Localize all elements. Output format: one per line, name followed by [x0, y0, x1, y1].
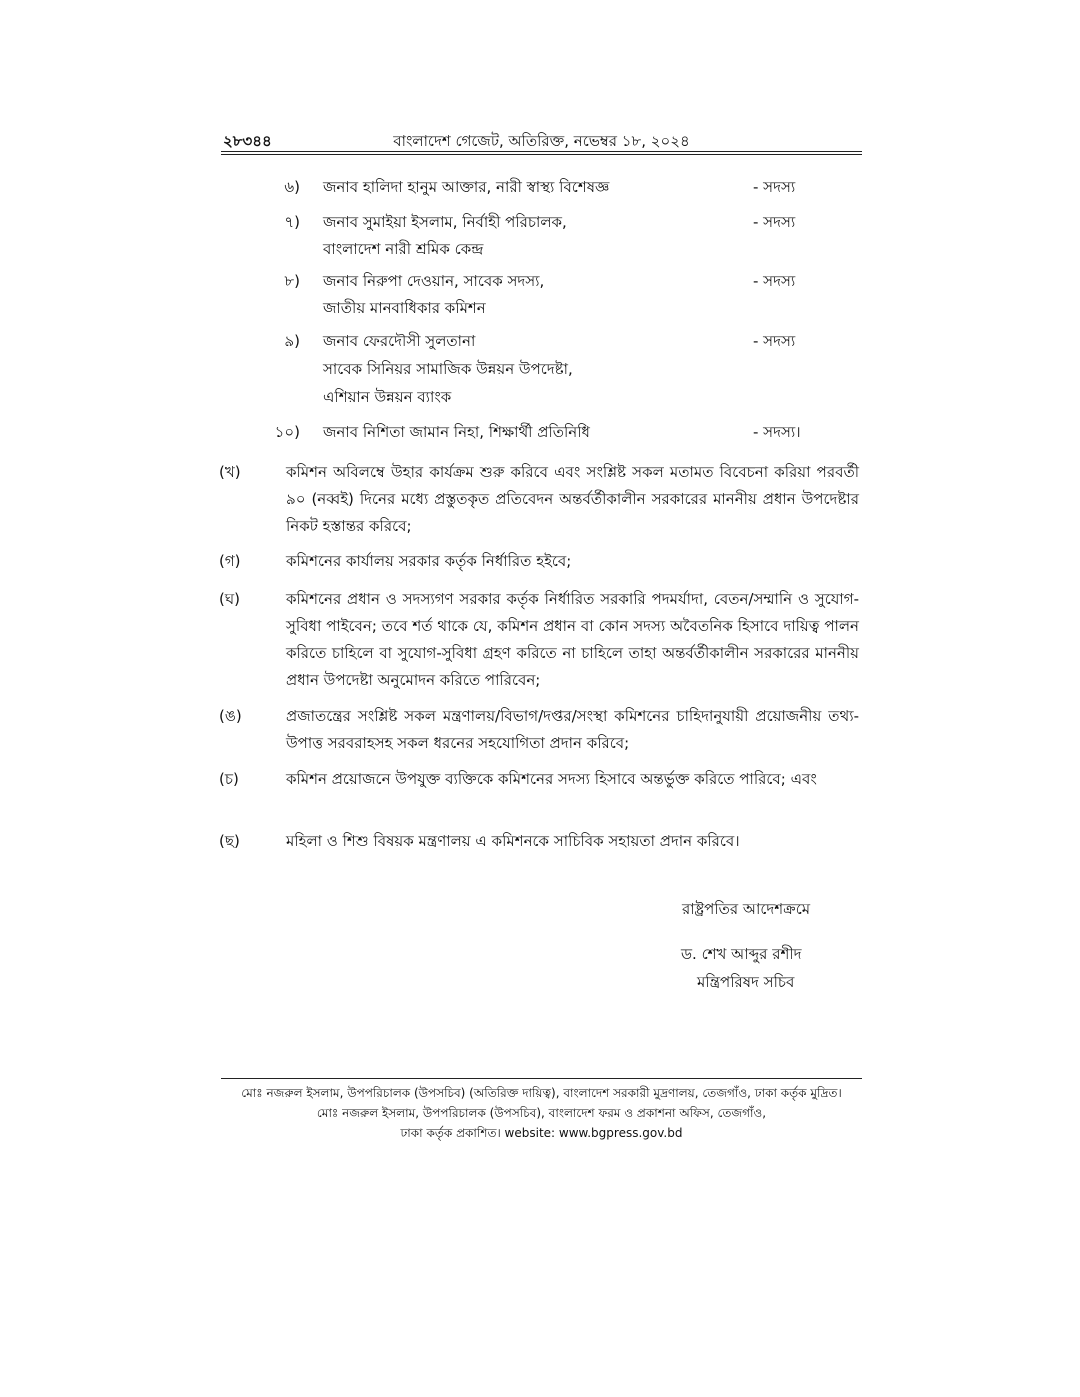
clause-text: কমিশনের প্রধান ও সদস্যগণ সরকার কর্তৃক নির্ধারিত সরকারি পদমর্যাদা, বেতন/সম্মানি ও সুযোগ-সুবিধা পাইবেন; তবে শর্ত থাকে যে, কমিশন প্রধান বা কোন সদস্য অবৈতনিক হিসাবে দায়িত্ব পালন করিতে চাহিলে বা সুযোগ-সুবিধা গ্রহণ করিতে না চাহিলে তাহা অন্তর্বর্তীকালীন সরকারের মাননীয় প্রধান উপদেষ্টা অনুমোদন করিতে পারিবেন; [286, 590, 859, 689]
member-line: জনাব হালিদা হানুম আক্তার, নারী স্বাস্থ্য বিশেষজ্ঞ [323, 178, 610, 196]
member-line: জনাব নিশিতা জামান নিহা, শিক্ষার্থী প্রতিনিধি [323, 423, 590, 441]
clause-label: (গ) [219, 552, 241, 570]
printer-imprint [221, 1083, 862, 1143]
clause-label: (চ) [219, 770, 239, 788]
clause-text: কমিশন প্রয়োজনে উপযুক্ত ব্যক্তিকে কমিশনের সদস্য হিসাবে অন্তর্ভুক্ত করিতে পারিবে; এবং [286, 770, 817, 788]
clause-text: কমিশনের কার্যালয় সরকার কর্তৃক নির্ধারিত হইবে; [286, 552, 572, 570]
member-role: - সদস্য। [753, 423, 801, 441]
gazette-title: বাংলাদেশ গেজেট, অতিরিক্ত, নভেম্বর ১৮, ২০২৪ [393, 132, 690, 150]
member-number: ৬) [284, 178, 300, 196]
imprint-line: মোঃ নজরুল ইসলাম, উপপরিচালক (উপসচিব), বাংলাদেশ ফরম ও প্রকাশনা অফিস, তেজগাঁও, [316, 1106, 767, 1120]
member-line: এশিয়ান উন্নয়ন ব্যাংক [323, 388, 452, 406]
imprint-line: ঢাকা কর্তৃক প্রকাশিত। website: www.bgpress.gov.bd [400, 1126, 683, 1140]
clause-text: প্রজাতন্ত্রের সংশ্লিষ্ট সকল মন্ত্রণালয়/বিভাগ/দপ্তর/সংস্থা কমিশনের চাহিদানুযায়ী প্রয়োজনীয় তথ্য-উপাত্ত সরবরাহসহ সকল ধরনের সহযোগিতা প্রদান করিবে; [286, 707, 859, 752]
member-line: জনাব নিরুপা দেওয়ান, সাবেক সদস্য, [323, 272, 545, 290]
page-header [221, 128, 862, 152]
signatory-name: ড. শেখ আব্দুর রশীদ [681, 945, 802, 963]
clause-label: (ছ) [219, 832, 240, 850]
member-number: ১০) [274, 423, 300, 441]
imprint-line: মোঃ নজরুল ইসলাম, উপপরিচালক (উপসচিব) (অতিরিক্ত দায়িত্ব), বাংলাদেশ সরকারী মুদ্রণালয়, তেজগাঁও, ঢাকা কর্তৃক মুদ্রিত। [241, 1086, 842, 1100]
member-line: জনাব ফেরদৌসী সুলতানা [323, 332, 476, 350]
member-line: সাবেক সিনিয়র সামাজিক উন্নয়ন উপদেষ্টা, [323, 360, 573, 378]
member-number: ৯) [284, 332, 300, 350]
clause-label: (ঘ) [219, 590, 240, 608]
member-role: - সদস্য [753, 332, 796, 350]
member-line: জাতীয় মানবাধিকার কমিশন [323, 299, 486, 317]
signatory-designation: মন্ত্রিপরিষদ সচিব [697, 973, 795, 991]
member-number: ৭) [284, 213, 300, 231]
member-line: বাংলাদেশ নারী শ্রমিক কেন্দ্র [323, 240, 484, 258]
member-role: - সদস্য [753, 178, 796, 196]
clause-text: মহিলা ও শিশু বিষয়ক মন্ত্রণালয় এ কমিশনকে সাচিবিক সহায়তা প্রদান করিবে। [286, 832, 740, 850]
clause-label: (ঙ) [219, 707, 242, 725]
member-line: জনাব সুমাইয়া ইসলাম, নির্বাহী পরিচালক, [323, 213, 567, 231]
order-line: রাষ্ট্রপতির আদেশক্রমে [682, 900, 811, 918]
header-rule-thin [221, 151, 862, 152]
header-rule-thick [221, 154, 862, 155]
clause-label: (খ) [219, 463, 241, 481]
clause-text: কমিশন অবিলম্বে উহার কার্যক্রম শুরু করিবে এবং সংশ্লিষ্ট সকল মতামত বিবেচনা করিয়া পরবর্তী ৯০ (নব্বই) দিনের মধ্যে প্রস্তুতকৃত প্রতিবেদন অন্তর্বর্তীকালীন সরকারের মাননীয় প্রধান উপদেষ্টার নিকট হস্তান্তর করিবে; [286, 463, 859, 535]
footer-rule [221, 1078, 862, 1079]
member-number: ৮) [284, 272, 300, 290]
member-role: - সদস্য [753, 272, 796, 290]
member-role: - সদস্য [753, 213, 796, 231]
page-number: ২৮৩৪৪ [223, 132, 272, 150]
